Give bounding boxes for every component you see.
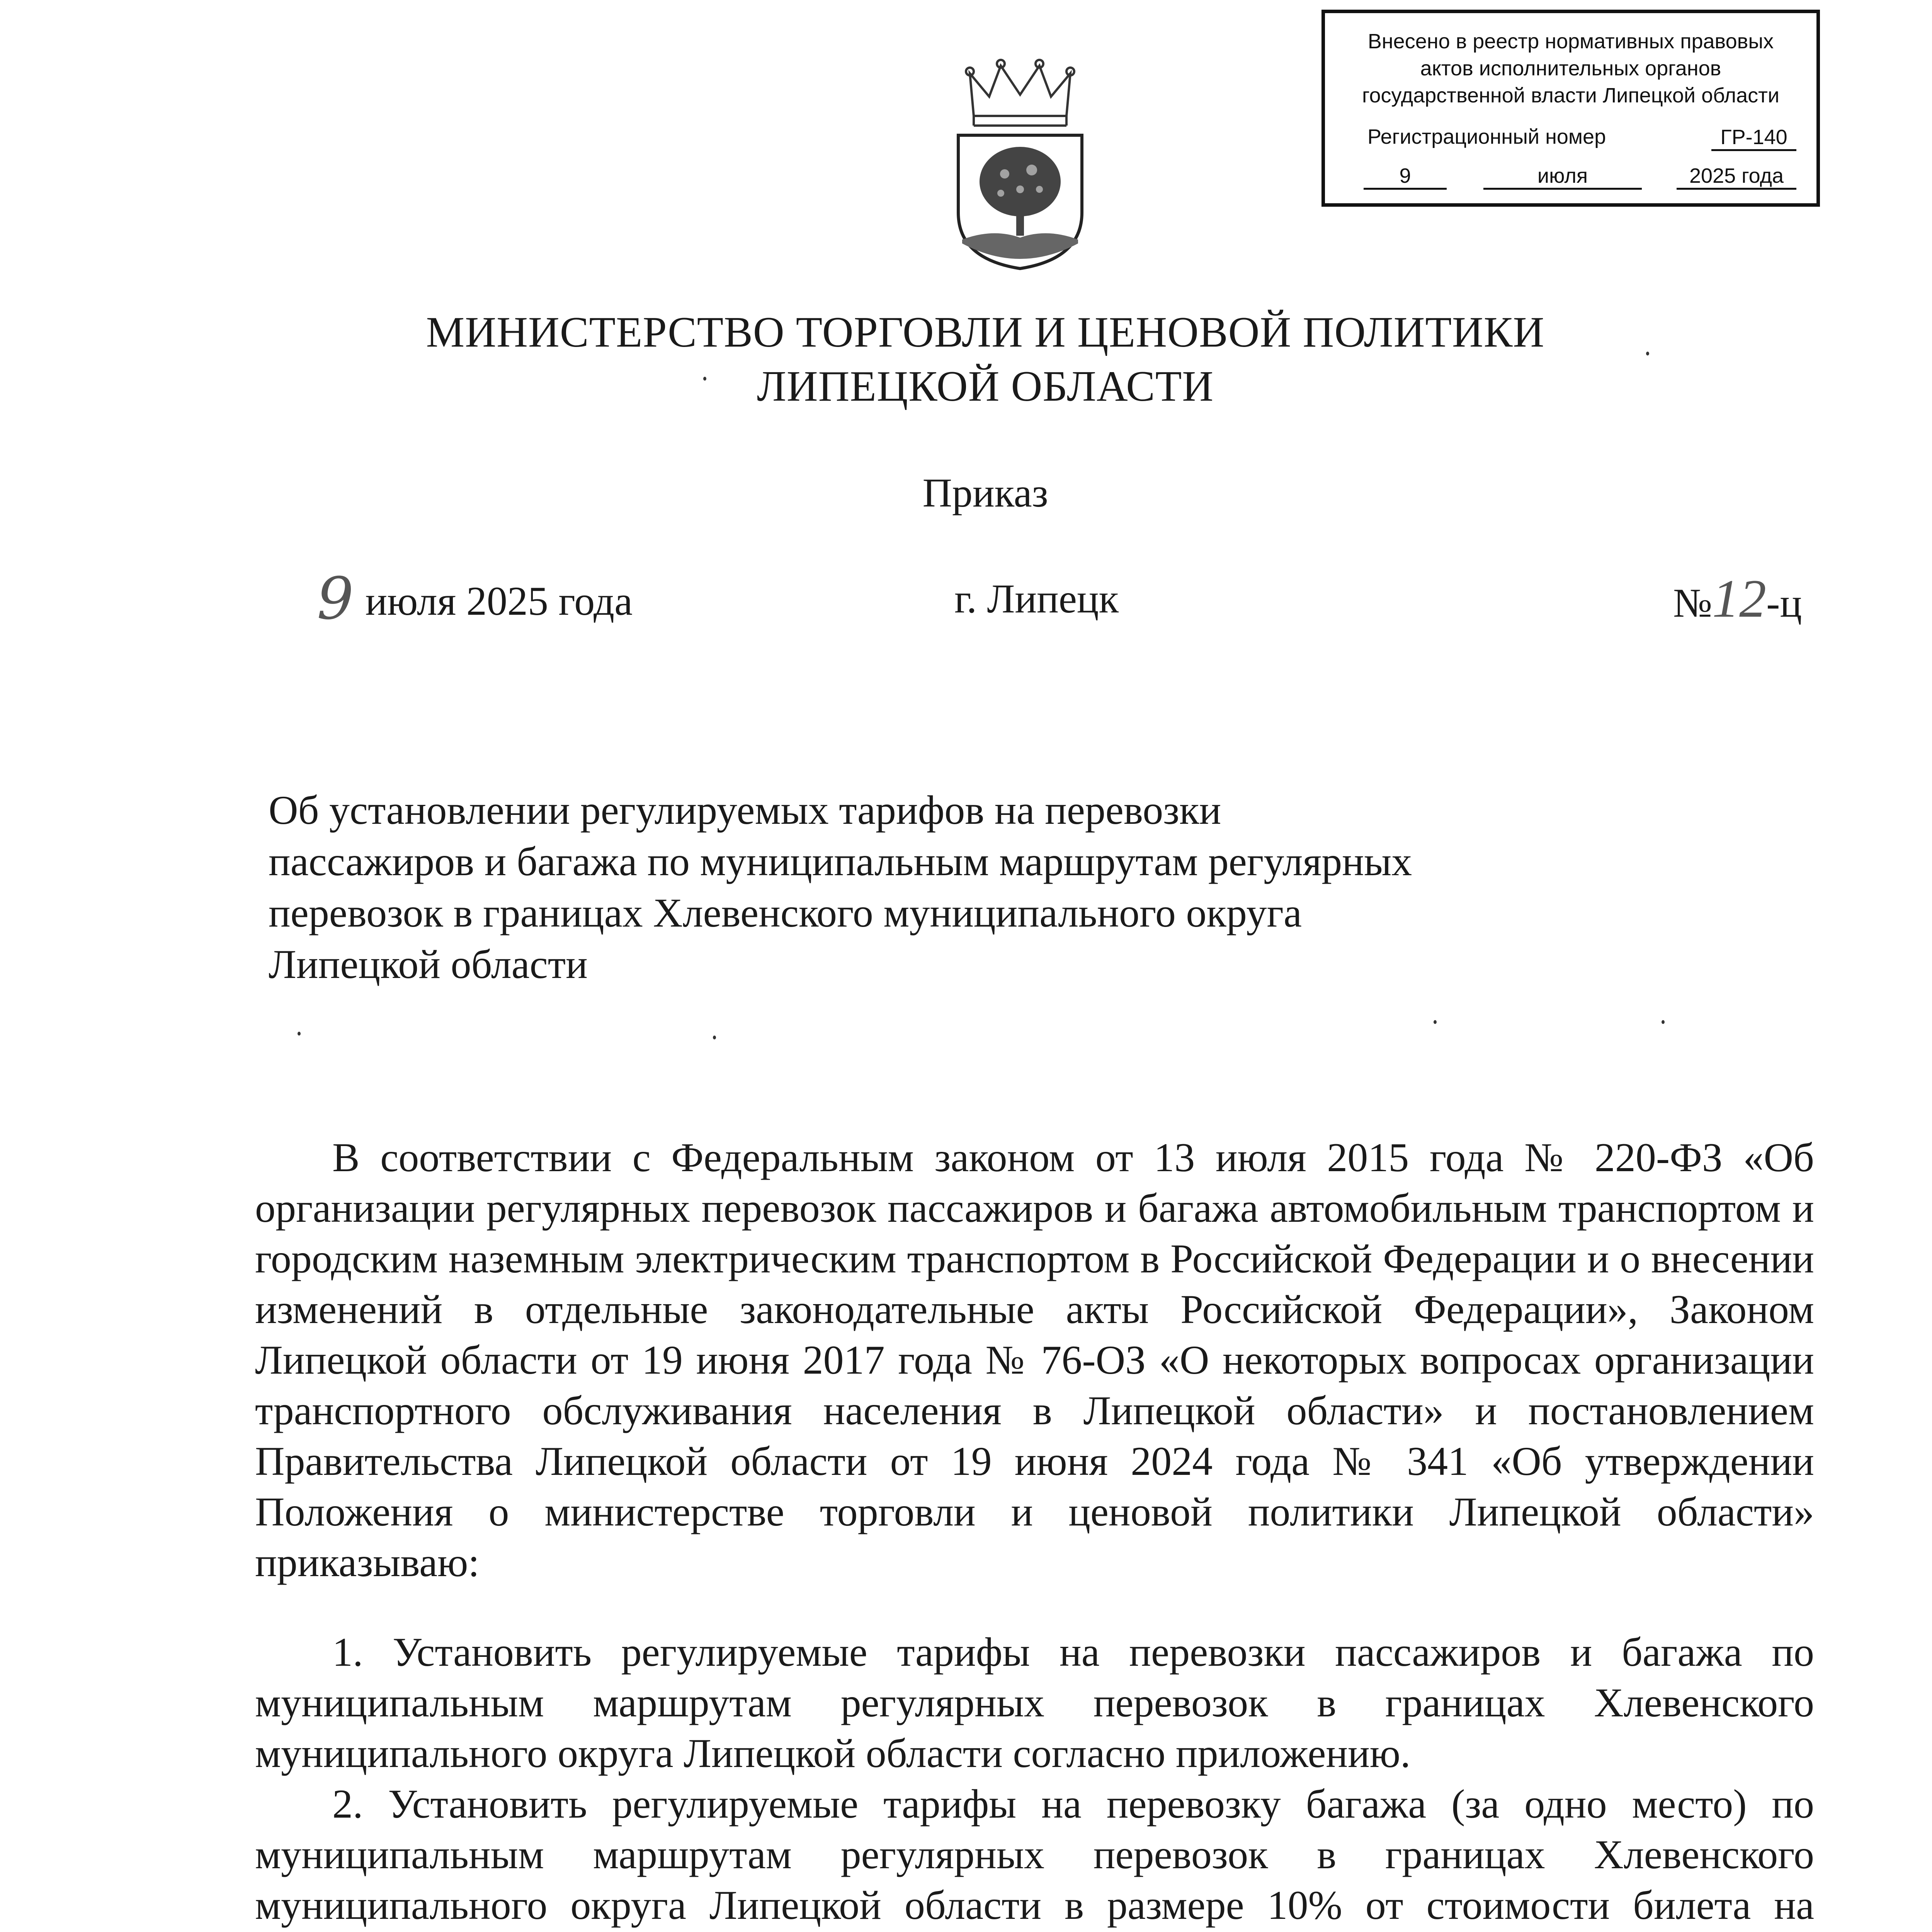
registry-stamp xyxy=(1321,10,1820,207)
scan-speck xyxy=(703,377,706,381)
subject-line: перевозок в границах Хлевенского муниципального округа xyxy=(269,890,1302,935)
stamp-line-2: актов исполнительных органов xyxy=(1420,57,1721,80)
order-item: 1. Установить регулируемые тарифы на перевозки пассажиров и багажа по муниципальным маршрутам регулярных перевозок в границах Хлевенского муниципального округа Липецкой области согласно приложению. xyxy=(255,1629,1814,1776)
order-item: 2. Установить регулируемые тарифы на перевозку багажа (за одно место) по муниципальным маршрутам регулярных перевозок в границах Хлевенского муниципального округа Липецкой области в размере 10% от стоимости билета на xyxy=(255,1781,1814,1928)
stamp-header xyxy=(1325,28,1816,109)
subject-line: пассажиров и багажа по муниципальным маршрутам регулярных xyxy=(269,839,1412,884)
scan-speck xyxy=(713,1036,716,1039)
document-type: Приказ xyxy=(922,470,1048,515)
document-city: г. Липецк xyxy=(954,576,1119,621)
scan-speck xyxy=(298,1032,301,1036)
document-number xyxy=(1673,569,1802,630)
subject-line: Об установлении регулируемых тарифов на перевозки xyxy=(269,787,1221,833)
stamp-day: 9 xyxy=(1364,164,1447,190)
stamp-line-1: Внесено в реестр нормативных правовых xyxy=(1367,30,1774,53)
stamp-month: июля xyxy=(1483,164,1642,190)
number-suffix: -ц xyxy=(1766,580,1802,626)
date-month-year: июля 2025 года xyxy=(365,578,633,624)
stamp-reg-number: ГР-140 xyxy=(1711,125,1796,151)
number-handwritten: 12 xyxy=(1712,569,1767,629)
coat-of-arms-icon xyxy=(947,58,1094,274)
ministry-title-line-1: МИНИСТЕРСТВО ТОРГОВЛИ И ЦЕНОВОЙ ПОЛИТИКИ xyxy=(426,308,1545,356)
preamble-paragraph: В соответствии с Федеральным законом от 13 июля 2015 года № 220-ФЗ «Об организации регулярных перевозок пассажиров и багажа автомобильным транспортом и городским наземным электрическим транспортом в Российской Федерации и о внесении изменений в отдельные законодательные акты Российской Федерации», Законом Липецкой области от 19 июня 2017 года № 76-ОЗ «О некоторых вопросах организации транспортного обслуживания населения в Липецкой области» и постановлением Правительства Липецкой области от 19 июня 2024 года № 341 «Об утверждении Положения о министерстве торговли и ценовой политики Липецкой области» приказываю: xyxy=(255,1135,1814,1585)
scan-speck xyxy=(1662,1020,1665,1024)
scan-speck xyxy=(1646,352,1649,355)
stamp-line-3: государственной власти Липецкой области xyxy=(1362,84,1780,107)
document-subject xyxy=(269,784,1544,990)
date-day-handwritten: 9 xyxy=(317,565,354,633)
ministry-title-line-2: ЛИПЕЦКОЙ ОБЛАСТИ xyxy=(757,362,1214,410)
scan-speck xyxy=(1434,1020,1437,1024)
stamp-year: 2025 года xyxy=(1677,164,1796,190)
number-prefix: № xyxy=(1673,580,1713,626)
ministry-title xyxy=(0,305,1932,413)
order-items xyxy=(255,1627,1814,1932)
subject-line: Липецкой области xyxy=(269,942,588,987)
stamp-reg-label: Регистрационный номер xyxy=(1367,125,1606,148)
document-date xyxy=(317,565,633,633)
